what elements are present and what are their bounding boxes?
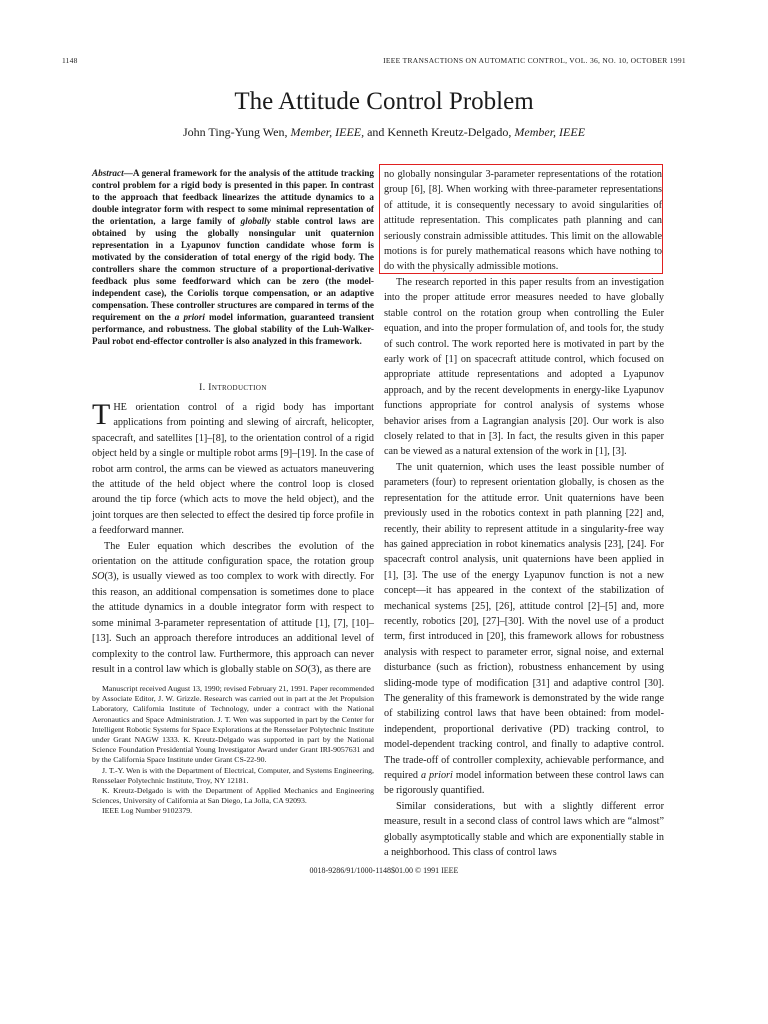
abstract-emphasis-2: a priori <box>174 312 205 322</box>
running-header: IEEE TRANSACTIONS ON AUTOMATIC CONTROL, VOL. 36, NO. 10, OCTOBER 1991 <box>383 56 686 65</box>
introduction-body <box>92 400 374 677</box>
intro-p2-so3: SO <box>92 571 105 583</box>
abstract-emphasis: globally <box>240 216 271 226</box>
right-paragraph-3: Similar considerations, but with a slightly different error measure, result in a second class of control laws which are “almost” globally asymptotically stable and which are exponentially stable in a neighborhood. This class of control laws <box>384 800 664 859</box>
right-column-body <box>384 275 664 860</box>
abstract-text-3: model information, guaranteed transient performance, and robustness. The global stability of the Luh-Walker-Paul robot end-effector controller is also analyzed in this framework. <box>92 312 375 346</box>
intro-p2-b: (3), is usually viewed as too complex to work with directly. For this reason, an additional compensation is sometimes done to place the attitude dynamics in a double integrator form with respect to some minimal 3-parameter representation of attitude [1], [7], [10]–[13]. Such an approach therefore introduces an additional level of complexity to the control law. Furthermore, this approach can never result in a control law which is globally stable on <box>92 571 374 675</box>
author-line <box>0 125 768 140</box>
footnote-manuscript: Manuscript received August 13, 1990; revised February 21, 1991. Paper recommended by Associate Editor, J. W. Grizzle. Research was carried out in part at the Jet Propulsion Laboratory, California Institute of Technology, under a contract with the National Aeronautics and Space Administration. J. T. Wen was supported in part by the Center for Intelligent Robotic Systems for Space Explorations at the Rensselaer Polytechnic Institute under Grant NAGW 1333. K. Kreutz-Delgado was supported in part by the National Science Foundation Presidential Young Investigator Award under Grant IRI-9057631 and by the California Space Institute under Grant CS-22-90. <box>92 684 374 765</box>
highlighted-paragraph: no globally nonsingular 3-parameter representations of the rotation group [6], [8]. When working with three-parameter representations of attitude, it is consequently necessary to avoid singularities of attitude representation. This complicates path planning and can seriously constrain admissible attitudes. This limit on the allowable motions is for purely mathematical reasons which have nothing to do with the physically admissible motions. <box>384 169 662 273</box>
section-name: Introduction <box>208 383 267 393</box>
right-p2-b: model information between these control laws can be rigorously quantified. <box>384 770 664 797</box>
intro-p2-so3b: SO <box>295 663 308 675</box>
right-paragraph-2 <box>384 460 664 799</box>
footnote-author-1: J. T.-Y. Wen is with the Department of Electrical, Computer, and Systems Engineering, Rensselaer Polytechnic Institute, Troy, NY 12181. <box>92 765 374 785</box>
right-p2-a: The unit quaternion, which uses the least possible number of parameters (four) to represent orientation globally, is chosen as the representation for the attitude error. Unit quaternions have been previously used in the robotics context in path planning [22] and, recently, their ability to represent attitude in a singularity-free way has gained appreciation in robot kinematics analysis [23], [24]. For spacecraft control analysis, unit quaternions have been applied in [1], [3]. The use of the energy Lyapunov function is not a new concept—it has appeared in the context of the stabilization of mechanical systems [25], [26], attitude control [2]–[5] and, more recently, robotics [20], [27]–[30]. With the novel use of a product term, first introduced in [20], this framework allows for robustness analysis with respect to parameter error, signal noise, and external disturbance (such as friction), robustness enhancement by using sliding-mode type of modification [31] and adaptive control [30]. The generality of this framework is demonstrated by the wide range of stabilizing control laws that have been obtained: from model-independent, proportional derivative (PD) tracking control, to model-dependent tracking control, and finally to adaptive control. The trade-off of controller complexity, achievable performance, and required <box>384 461 664 781</box>
abstract-text-1: —A general framework for the analysis of the attitude tracking control problem for a rigid body is presented in this paper. In contrast to the approach that feedback linearizes the attitude dynamics to a double integrator form with respect to some minimal representation of the orientation, a large family of <box>92 168 374 226</box>
drop-cap: T <box>92 398 111 431</box>
section-heading <box>92 383 374 393</box>
intro-paragraph-1 <box>92 400 374 539</box>
author-1-role: Member, IEEE, <box>290 125 365 139</box>
intro-paragraph-2 <box>92 539 374 678</box>
intro-p2-c: (3), as there are <box>307 663 371 675</box>
abstract <box>92 167 374 347</box>
abstract-text-2: stable control laws are obtained by using the globally nonsingular unit quaternion representation in a Lyapunov function candidate whose form is motivated by the consideration of total energy of the rigid body. The controllers share the common structure of a proportional-derivative feedback plus some feedforward which can be zero (the model-independent case), the Coriolis torque compensation, or an adaptive compensation. These controller structures are compared in terms of the requirement on the <box>92 216 374 322</box>
intro-paragraph-1-text: HE orientation control of a rigid body has important applications from pointing and slewing of aircraft, helicopter, spacecraft, and satellites [1]–[8], to the orientation control of a rigid object held by a single or multiple robot arms [9]–[19]. In the case of robot arm control, the arms can be viewed as actuators maneuvering the attitude of the held object where the control loop is closed around the tip force (which acts to move the held object), and the joint torques are then selected to effect the desired tip force profile in a feedforward manner. <box>92 402 374 537</box>
copyright-line: 0018-9286/91/1000-1148$01.00 © 1991 IEEE <box>309 866 459 875</box>
page-number: 1148 <box>62 56 78 65</box>
abstract-label: Abstract <box>92 168 124 178</box>
section-number: I. <box>199 383 206 393</box>
footnote-log-number: IEEE Log Number 9102379. <box>102 806 193 816</box>
footnote-author-2: K. Kreutz-Delgado is with the Department of Applied Mechanics and Engineering Sciences, University of California at San Diego, La Jolla, CA 92093. <box>92 786 374 806</box>
footnotes <box>92 684 374 817</box>
author-2-role: Member, IEEE <box>514 125 586 139</box>
right-paragraph-1: The research reported in this paper results from an investigation into the proper attitude error measures needed to have globally stable control on the rotation group when controlling the Euler equation, and into the proper formulation of, and tools for, the study of such control. The work reported here is motivated in part by the early work of [1] on spacecraft attitude control, which focused on appropriate attitude representations and adopted a Lyapunov approach, and by the recent developments in energy-like Lyapunov functions appropriate for control analysis of systems whose behavior arises from a Lagrangian analysis [20]. Our work is also closely related to that in [3]. In fact, the results given in this paper can be viewed as a natural extension of the work in [1], [3]. <box>384 277 664 458</box>
highlighted-text <box>384 167 662 275</box>
paper-title: The Attitude Control Problem <box>234 88 534 115</box>
author-joiner: and Kenneth Kreutz-Delgado, <box>367 125 512 139</box>
intro-p2-a: The Euler equation which describes the evolution of the orientation on the attitude configuration space, the rotation group <box>92 540 374 568</box>
author-1-name: John Ting-Yung Wen, <box>182 125 288 139</box>
right-p2-emphasis: a priori <box>420 770 453 781</box>
